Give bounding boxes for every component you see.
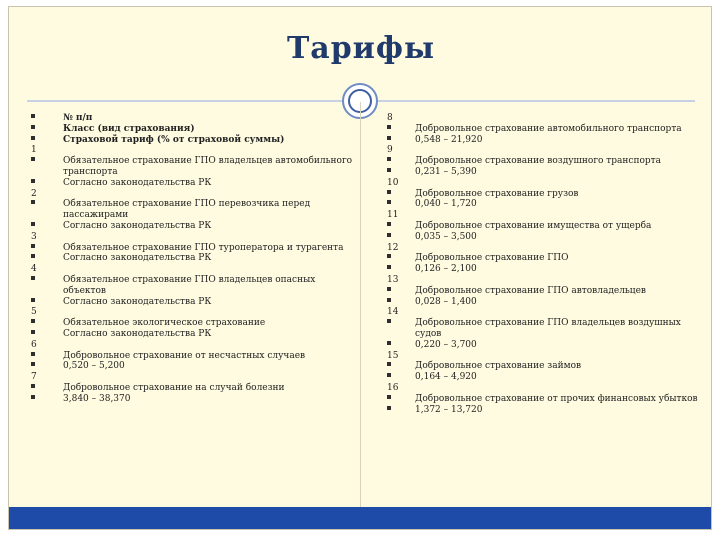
row-number	[31, 264, 351, 275]
bullet-icon	[387, 233, 391, 237]
item-text: судов	[415, 328, 442, 339]
row-number	[387, 178, 707, 189]
list-item	[31, 361, 351, 372]
item-number: 7	[31, 372, 37, 383]
item-number: 2	[31, 188, 37, 199]
bullet-icon	[31, 395, 35, 399]
bullet-marker	[387, 221, 397, 232]
bullet-icon	[31, 244, 35, 248]
item-number: 4	[31, 264, 37, 275]
row-number	[31, 372, 351, 383]
row-number	[31, 232, 351, 243]
bullet-marker	[31, 221, 41, 232]
bullet-marker	[387, 372, 397, 383]
bullet-marker	[31, 253, 41, 264]
item-text: 0,028 – 1,400	[415, 296, 477, 307]
row-number	[31, 189, 351, 200]
bullet-icon	[387, 298, 391, 302]
bullet-marker	[31, 124, 41, 135]
bullet-icon	[387, 373, 391, 377]
bullet-marker	[387, 340, 397, 351]
item-number: 10	[387, 177, 399, 188]
item-text: 0,231 – 5,390	[415, 166, 477, 177]
item-number: 3	[31, 231, 37, 242]
list-item	[31, 275, 351, 286]
list-item	[31, 199, 351, 210]
bullet-marker	[31, 178, 41, 189]
list-item	[387, 286, 707, 297]
bullet-icon	[387, 157, 391, 161]
bullet-marker	[387, 189, 397, 200]
bullet-marker	[387, 318, 397, 329]
bullet-icon	[387, 362, 391, 366]
row-number	[387, 145, 707, 156]
bullet-icon	[387, 125, 391, 129]
item-text: Класс (вид страхования)	[63, 123, 195, 134]
list-item	[31, 286, 351, 297]
row-number	[31, 307, 351, 318]
list-item	[31, 210, 351, 221]
bullet-icon	[31, 222, 35, 226]
item-number: 13	[387, 274, 399, 285]
bullet-icon	[31, 330, 35, 334]
item-number: 9	[387, 145, 393, 156]
list-item	[387, 297, 707, 308]
bullet-marker	[31, 113, 41, 124]
bullet-icon	[31, 157, 35, 161]
item-number: 15	[387, 350, 399, 361]
item-text: Обязательное страхование ГПО туроператора и турагента	[63, 242, 344, 253]
list-item	[387, 405, 707, 416]
row-number	[387, 210, 707, 221]
bullet-marker	[387, 232, 397, 243]
list-item	[387, 232, 707, 243]
list-item	[387, 156, 707, 167]
item-number: 14	[387, 307, 399, 318]
list-item	[387, 329, 707, 340]
bullet-marker	[31, 156, 41, 167]
row-number	[387, 243, 707, 254]
bullet-marker	[387, 405, 397, 416]
item-text: 0,126 – 2,100	[415, 264, 477, 275]
bullet-icon	[31, 179, 35, 183]
bullet-icon	[31, 125, 35, 129]
item-text: Обязательное страхование ГПО владельцев автомобильного	[63, 156, 353, 167]
slide-title: Тарифы	[286, 31, 436, 66]
item-text: 0,520 – 5,200	[63, 361, 125, 372]
list-item	[31, 221, 351, 232]
item-text: Добровольное страхование ГПО владельцев воздушных	[415, 318, 681, 329]
bullet-icon	[387, 190, 391, 194]
item-number: 6	[31, 339, 37, 350]
row-number	[31, 145, 351, 156]
bullet-icon	[387, 136, 391, 140]
list-item	[387, 199, 707, 210]
item-text: Согласно законодательства РК	[63, 296, 212, 307]
item-number: 8	[387, 113, 393, 123]
bullet-marker	[31, 275, 41, 286]
list-item	[387, 361, 707, 372]
list-item	[387, 189, 707, 200]
slide	[8, 6, 712, 530]
item-text: Добровольное страхование автомобильного транспорта	[415, 123, 682, 134]
item-text: Согласно законодательства РК	[63, 220, 212, 231]
item-text: Согласно законодательства РК	[63, 177, 212, 188]
list-item	[31, 135, 351, 146]
list-item	[387, 221, 707, 232]
list-item	[31, 329, 351, 340]
bullet-icon	[387, 265, 391, 269]
list-item	[387, 253, 707, 264]
item-text: Обязательное экологическое страхование	[63, 318, 266, 329]
item-text: Добровольное страхование от несчастных случаев	[63, 350, 306, 361]
item-text: Добровольное страхование займов	[415, 361, 582, 372]
bullet-icon	[387, 222, 391, 226]
bullet-icon	[31, 254, 35, 258]
item-text: Добровольное страхование ГПО автовладельцев	[415, 285, 646, 296]
item-text: пассажирами	[63, 210, 129, 221]
row-number	[387, 113, 707, 124]
bullet-icon	[31, 362, 35, 366]
item-text: № п/п	[63, 113, 93, 123]
bullet-icon	[31, 200, 35, 204]
bullet-marker	[31, 351, 41, 362]
right-column	[387, 113, 707, 415]
list-item	[387, 124, 707, 135]
item-text: 0,164 – 4,920	[415, 372, 477, 383]
bullet-marker	[31, 318, 41, 329]
bullet-marker	[31, 383, 41, 394]
item-text: Добровольное страхование имущества от ущерба	[415, 220, 652, 231]
bullet-marker	[31, 243, 41, 254]
item-text: 0,035 – 3,500	[415, 231, 477, 242]
item-text: Добровольное страхование грузов	[415, 188, 579, 199]
list-item	[31, 297, 351, 308]
item-text: 0,040 – 1,720	[415, 199, 477, 210]
bullet-marker	[31, 394, 41, 405]
item-number: 11	[387, 210, 399, 221]
list-item	[387, 340, 707, 351]
bullet-icon	[31, 384, 35, 388]
row-number	[387, 307, 707, 318]
list-item	[31, 124, 351, 135]
bullet-icon	[387, 287, 391, 291]
item-text: Добровольное страхование от прочих финансовых убытков	[415, 393, 698, 404]
list-item	[31, 394, 351, 405]
bullet-marker	[31, 199, 41, 210]
bullet-marker	[31, 361, 41, 372]
bullet-marker	[31, 297, 41, 308]
item-text: 1,372 – 13,720	[415, 404, 483, 415]
bullet-marker	[387, 297, 397, 308]
bullet-icon	[387, 395, 391, 399]
item-text: Обязательное страхование ГПО перевозчика перед	[63, 199, 311, 210]
bullet-icon	[31, 136, 35, 140]
list-item	[31, 253, 351, 264]
bullet-marker	[31, 135, 41, 146]
list-item	[31, 318, 351, 329]
bullet-marker	[387, 199, 397, 210]
list-item	[387, 394, 707, 405]
list-item	[31, 351, 351, 362]
item-number: 12	[387, 242, 399, 253]
footer-bar	[9, 507, 711, 529]
list-item	[387, 264, 707, 275]
bullet-marker	[387, 135, 397, 146]
row-number	[387, 275, 707, 286]
bullet-marker	[387, 361, 397, 372]
item-text: 0,548 – 21,920	[415, 134, 483, 145]
item-text: объектов	[63, 285, 106, 296]
item-text: Обязательное страхование ГПО владельцев опасных	[63, 274, 316, 285]
item-number: 16	[387, 382, 399, 393]
list-item	[387, 372, 707, 383]
row-number	[31, 340, 351, 351]
item-text: Страховой тариф (% от страховой суммы)	[63, 134, 285, 145]
bullet-marker	[31, 329, 41, 340]
list-item	[31, 178, 351, 189]
left-column	[31, 113, 351, 405]
list-item	[31, 156, 351, 167]
row-number	[387, 383, 707, 394]
bullet-icon	[387, 200, 391, 204]
list-item	[387, 135, 707, 146]
bullet-icon	[31, 319, 35, 323]
row-number	[387, 351, 707, 362]
item-text: Добровольное страхование ГПО	[415, 253, 569, 264]
bullet-icon	[387, 319, 391, 323]
item-number: 1	[31, 145, 37, 156]
item-text: Добровольное страхование на случай болезни	[63, 382, 285, 393]
item-number: 5	[31, 307, 37, 318]
bullet-icon	[31, 114, 35, 118]
item-text: 0,220 – 3,700	[415, 339, 477, 350]
bullet-marker	[387, 124, 397, 135]
list-item	[31, 113, 351, 124]
bullet-icon	[31, 298, 35, 302]
bullet-icon	[387, 254, 391, 258]
item-text: транспорта	[63, 166, 118, 177]
item-text: Согласно законодательства РК	[63, 328, 212, 339]
list-item	[31, 243, 351, 254]
bullet-marker	[387, 253, 397, 264]
bullet-icon	[387, 168, 391, 172]
bullet-icon	[31, 276, 35, 280]
column-divider	[360, 102, 361, 507]
list-item	[31, 167, 351, 178]
bullet-marker	[387, 156, 397, 167]
item-text: 3,840 – 38,370	[63, 393, 131, 404]
item-text: Добровольное страхование воздушного транспорта	[415, 156, 661, 167]
list-item	[31, 383, 351, 394]
list-item	[387, 318, 707, 329]
list-item	[387, 167, 707, 178]
item-text: Согласно законодательства РК	[63, 253, 212, 264]
bullet-icon	[387, 341, 391, 345]
bullet-icon	[31, 352, 35, 356]
bullet-marker	[387, 286, 397, 297]
bullet-marker	[387, 167, 397, 178]
bullet-icon	[387, 406, 391, 410]
bullet-marker	[387, 264, 397, 275]
bullet-marker	[387, 394, 397, 405]
